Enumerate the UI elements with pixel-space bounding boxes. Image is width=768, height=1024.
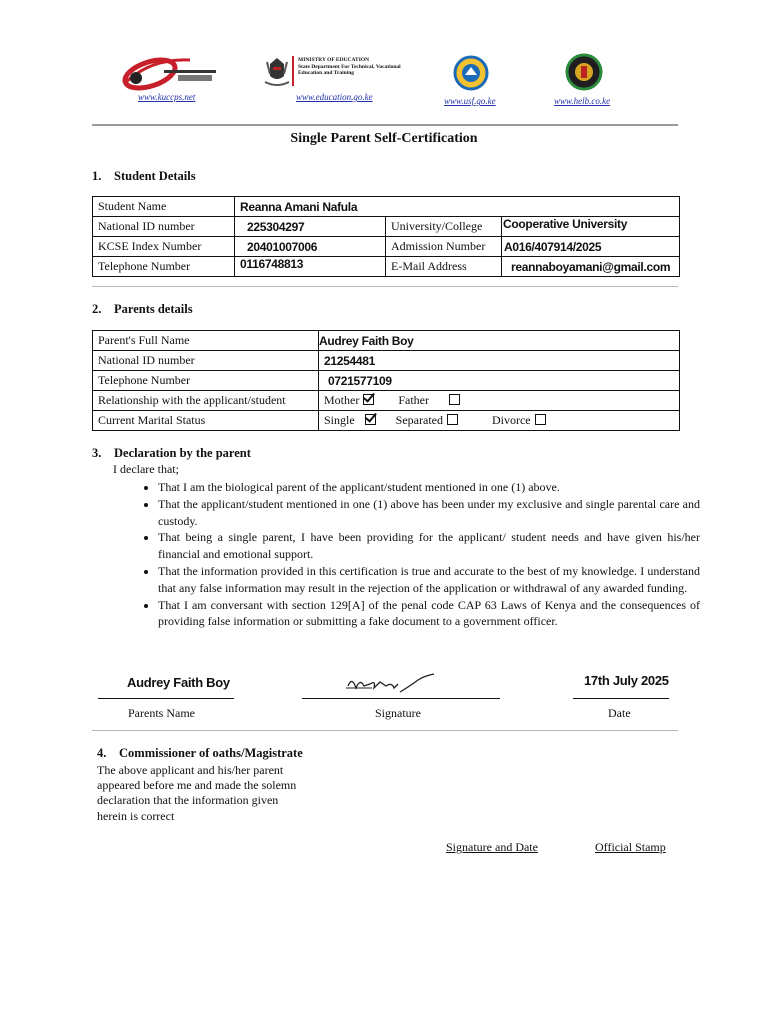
section-number: 3.: [92, 446, 102, 460]
divorce-option-label: Divorce: [491, 413, 531, 427]
section-divider: [92, 730, 678, 731]
section-heading: Declaration by the parent: [114, 446, 251, 460]
official-stamp-label: Official Stamp: [595, 840, 666, 854]
parent-phone-label: Telephone Number: [93, 371, 319, 391]
separated-option-label: Separated: [395, 413, 443, 427]
student-section-heading: [92, 169, 196, 184]
student-name-label: Student Name: [93, 197, 235, 217]
commissioner-text-line: herein is correct: [97, 808, 175, 823]
helb-link[interactable]: www.helb.co.ke: [554, 96, 611, 106]
parent-name-caption: Parents Name: [128, 706, 195, 720]
list-item: • That I am conversant with section 129[A] of the penal code CAP 63 Laws of Kenya and the consequences of providing false information or submitting a fake document to a government officer.: [158, 597, 700, 631]
parent-id-label: National ID number: [93, 351, 319, 371]
relationship-label: Relationship with the applicant/student: [93, 391, 319, 411]
father-checkbox[interactable]: [449, 394, 460, 405]
separated-checkbox[interactable]: [447, 414, 458, 425]
signature-caption: Signature: [375, 706, 421, 720]
kuccps-emblem-icon: [120, 50, 220, 96]
commissioner-text-line: declaration that the information given: [97, 793, 279, 808]
table-row: [93, 217, 680, 237]
section-number: 1.: [92, 169, 102, 183]
admission-value: A016/407914/2025: [502, 237, 680, 257]
education-link[interactable]: www.education.go.ke: [296, 92, 373, 102]
ministry-of-education-logo: [262, 54, 402, 90]
section-heading: Parents details: [114, 302, 193, 316]
student-phone-value: 0116748813: [235, 257, 386, 277]
email-value: reannaboyamani@gmail.com: [502, 257, 680, 277]
list-item: • That the information provided in this certification is true and accurate to the best of my knowledge. I understand that any false information may result in the rejection of the application or withdrawal of any awarded funding.: [158, 563, 700, 597]
date-caption: Date: [608, 706, 631, 720]
father-option-label: Father: [398, 393, 429, 407]
student-name-value: Reanna Amani Nafula: [235, 197, 680, 217]
declaration-section-heading: [92, 446, 251, 461]
usf-seal-icon: [453, 55, 489, 91]
commissioner-text-line: The above applicant and his/her parent: [97, 763, 284, 777]
table-row: [93, 371, 680, 391]
date-line: [573, 698, 669, 699]
table-row: [93, 391, 680, 411]
moe-line-1: MINISTRY OF EDUCATION: [298, 57, 370, 63]
moe-line-2: State Department For Technical, Vocational: [298, 63, 401, 70]
table-row: [93, 351, 680, 371]
student-details-table: [92, 196, 680, 277]
list-item: • That the applicant/student mentioned in one (1) above has been under my exclusive and single parental care and custody.: [158, 496, 700, 530]
usf-link[interactable]: www.usf.go.ke: [444, 96, 496, 106]
student-id-value: 225304297: [235, 217, 386, 237]
mother-option-label: Mother: [324, 393, 360, 407]
parents-section-heading: [92, 302, 193, 317]
parent-name-line: [98, 698, 234, 699]
date-handwritten: 17th July 2025: [584, 673, 669, 688]
kenya-coat-of-arms-icon: [262, 54, 292, 88]
list-item: • That being a single parent, I have been providing for the applicant/ student needs and have given his/her financial and emotional support.: [158, 529, 700, 563]
table-row: [93, 411, 680, 431]
section-heading: Commissioner of oaths/Magistrate: [119, 746, 303, 760]
email-label: E-Mail Address: [386, 257, 502, 277]
parent-id-value: 21254481: [319, 351, 680, 371]
section-number: 2.: [92, 302, 102, 316]
marital-status-options: [319, 411, 680, 431]
admission-label: Admission Number: [386, 237, 502, 257]
single-option-label: Single: [324, 413, 355, 427]
header-divider: [92, 124, 678, 126]
relationship-options: [319, 391, 680, 411]
parent-name-label: Parent's Full Name: [93, 331, 319, 351]
kcse-label: KCSE Index Number: [93, 237, 235, 257]
list-item: • That I am the biological parent of the applicant/student mentioned in one (1) above.: [158, 479, 700, 496]
university-value: Cooperative University: [502, 217, 680, 237]
kcse-value: 20401007006: [235, 237, 386, 257]
signature-and-date-label: Signature and Date: [446, 840, 538, 854]
section-heading: Student Details: [114, 169, 196, 183]
table-row: [93, 331, 680, 351]
table-row: [93, 197, 680, 217]
student-id-label: National ID number: [93, 217, 235, 237]
helb-seal-icon: [565, 53, 603, 91]
table-row: [93, 257, 680, 277]
university-label: University/College: [386, 217, 502, 237]
declaration-list: [136, 479, 700, 630]
marital-status-label: Current Marital Status: [93, 411, 319, 431]
declaration-intro: I declare that;: [113, 462, 179, 476]
commissioner-text: [97, 763, 296, 824]
divorce-checkbox[interactable]: [535, 414, 546, 425]
mother-checkbox[interactable]: [363, 394, 374, 405]
section-number: 4.: [97, 746, 107, 760]
helb-logo: [565, 53, 603, 91]
page-title: Single Parent Self-Certification: [290, 131, 478, 146]
parents-details-table: [92, 330, 680, 431]
moe-line-3: Education and Training: [298, 70, 355, 76]
kuccps-link[interactable]: www.kuccps.net: [138, 92, 196, 102]
student-phone-label: Telephone Number: [93, 257, 235, 277]
signature-scribble: [340, 672, 436, 698]
single-checkbox[interactable]: [365, 414, 376, 425]
commissioner-text-line: appeared before me and made the solemn: [97, 778, 297, 793]
table-row: [93, 237, 680, 257]
parent-name-value: Audrey Faith Boy: [319, 331, 680, 351]
kuccps-logo: [120, 50, 220, 96]
parent-name-handwritten: Audrey Faith Boy: [127, 675, 230, 690]
parent-phone-value: 0721577109: [319, 371, 680, 391]
signature-line: [302, 698, 500, 699]
section-divider: [92, 286, 678, 287]
usf-logo: [453, 55, 489, 91]
commissioner-section-heading: [97, 746, 303, 761]
